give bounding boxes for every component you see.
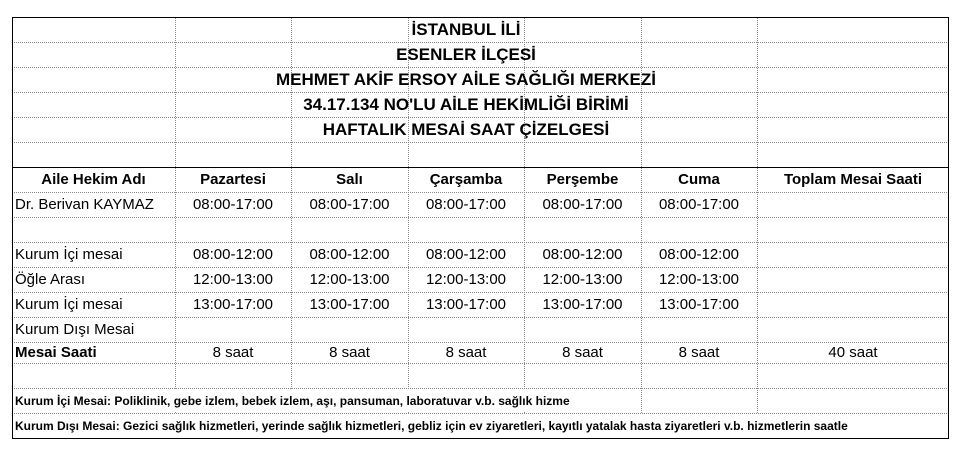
row-cell: 13:00-17:00 [425, 296, 507, 313]
summary-total: 40 saat [828, 344, 878, 361]
doctor-hours-tuesday: 08:00-17:00 [309, 196, 390, 213]
title-health-center: MEHMET AKİF ERSOY AİLE SAĞLIĞI MERKEZİ [275, 70, 656, 89]
note-outside-hours: Kurum Dışı Mesai: Gezici sağlık hizmetleri, yerinde sağlık hizmetleri, gebliz için ev ziyaretleri, kayıtlı yatalak hasta ziyaretleri v.b. hizmetlerin saatle [15, 419, 848, 433]
row-cell: 12:00-13:00 [542, 271, 623, 288]
grid-line [757, 17, 758, 439]
summary-tuesday: 8 saat [329, 344, 370, 361]
doctor-hours-monday: 08:00-17:00 [192, 196, 274, 213]
grid-line [12, 142, 949, 143]
summary-wednesday: 8 saat [445, 344, 487, 361]
column-header-thursday: Perşembe [546, 171, 619, 188]
row-cell: 08:00-12:00 [309, 246, 390, 263]
title-province: İSTANBUL İLİ [411, 20, 521, 39]
summary-label: Mesai Saati [15, 344, 97, 361]
doctor-hours-thursday: 08:00-17:00 [542, 196, 623, 213]
title-district: ESENLER İLÇESİ [396, 45, 536, 64]
row-cell: 13:00-17:00 [542, 296, 623, 313]
row-cell: 12:00-13:00 [425, 271, 507, 288]
row-cell: 08:00-12:00 [542, 246, 623, 263]
grid-line [12, 217, 949, 218]
title-unit: 34.17.134 NO'LU AİLE HEKİMLİĞİ BİRİMİ [303, 95, 629, 114]
column-header-monday: Pazartesi [200, 171, 266, 188]
note-inside-hours: Kurum İçi Mesai: Poliklinik, gebe izlem, bebek izlem, aşı, pansuman, laboratuvar v.b. sağlık hizme [15, 393, 570, 408]
row-cell: 08:00-12:00 [192, 246, 274, 263]
title-schedule: HAFTALIK MESAİ SAAT ÇİZELGESİ [322, 120, 610, 139]
column-header-tuesday: Salı [336, 171, 363, 188]
row-cell: 08:00-12:00 [425, 246, 507, 263]
row-cell: 13:00-17:00 [658, 296, 740, 313]
row-cell: 12:00-13:00 [658, 271, 740, 288]
doctor-hours-friday: 08:00-17:00 [658, 196, 740, 213]
summary-friday: 8 saat [678, 344, 720, 361]
row-cell: 13:00-17:00 [309, 296, 390, 313]
schedule-sheet [12, 17, 949, 439]
doctor-name: Dr. Berivan KAYMAZ [15, 196, 154, 213]
row-cell: 08:00-12:00 [658, 246, 740, 263]
row-cell: 13:00-17:00 [192, 296, 274, 313]
row-label: Kurum İçi mesai [15, 246, 123, 263]
row-label: Öğle Arası [15, 271, 86, 288]
row-cell: 12:00-13:00 [192, 271, 274, 288]
summary-monday: 8 saat [212, 344, 254, 361]
doctor-hours-wednesday: 08:00-17:00 [425, 196, 507, 213]
row-label: Kurum Dışı Mesai [15, 321, 135, 338]
column-header-friday: Cuma [678, 171, 720, 188]
column-header-wednesday: Çarşamba [429, 171, 503, 188]
row-cell: 12:00-13:00 [309, 271, 390, 288]
row-label: Kurum İçi mesai [15, 296, 123, 313]
column-header-total: Toplam Mesai Saati [783, 171, 923, 188]
column-header-doctor: Aile Hekim Adı [41, 171, 146, 188]
summary-thursday: 8 saat [562, 344, 603, 361]
grid-line [12, 363, 949, 364]
doctor-total [757, 192, 949, 217]
